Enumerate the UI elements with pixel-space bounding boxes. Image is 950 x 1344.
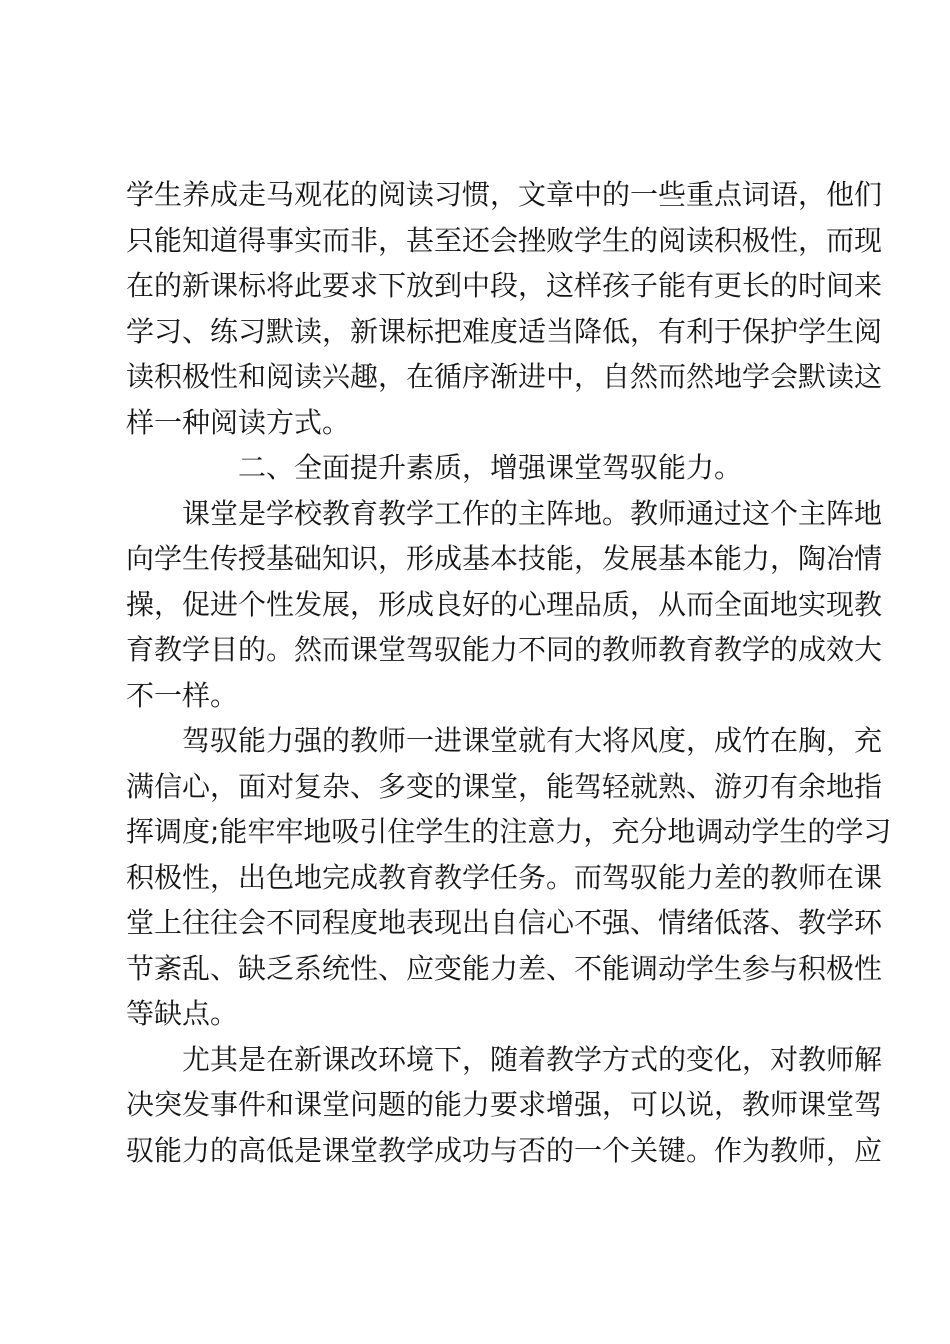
paragraph-new-curriculum [126,1037,883,1174]
body-text [126,172,892,1173]
text-line: 尤其是在新课改环境下，随着教学方式的变化，对教师解 [182,1042,883,1076]
paragraph-classroom-main-position [126,491,883,719]
section-heading-text: 二、全面提升素质，增强课堂驾驭能力。 [238,451,743,484]
text-line: 在的新课标将此要求下放到中段，这样孩子能有更长的时间来 [126,269,883,302]
paragraph-reading-habits [126,172,883,445]
text-line: 决突发事件和课堂问题的能力要求增强，可以说，教师课堂驾 [126,1088,883,1121]
text-line: 育教学目的。然而课堂驾驭能力不同的教师教育教学的成效大 [126,633,883,666]
text-line: 等缺点。 [126,997,239,1030]
text-line: 课堂是学校教育教学工作的主阵地。教师通过这个主阵地 [182,496,883,530]
text-line: 堂上往往会不同程度地表现出自信心不强、情绪低落、教学环 [126,906,883,939]
text-line: 驾驭能力强的教师一进课堂就有大将风度，成竹在胸，充 [182,724,883,757]
text-line: 不一样。 [126,678,239,712]
section-heading-two [126,445,832,491]
text-line: 学生养成走马观花的阅读习惯，文章中的一些重点词语，他们 [126,178,883,211]
paragraph-strong-teachers [126,718,892,1037]
text-line: 只能知道得事实而非，甚至还会挫败学生的阅读积极性，而现 [126,223,883,257]
text-line: 满信心，面对复杂、多变的课堂，能驾轻就熟、游刃有余地指 [126,769,883,803]
text-line: 样一种阅读方式。 [126,405,351,439]
text-line: 积极性，出色地完成教育教学任务。而驾驭能力差的教师在课 [126,860,883,894]
text-line: 学习、练习默读，新课标把难度适当降低，有利于保护学生阅 [126,314,883,348]
text-line: 读积极性和阅读兴趣，在循序渐进中，自然而然地学会默读这 [126,360,883,393]
text-line: 挥调度;能牢牢地吸引住学生的注意力，充分地调动学生的学习 [126,815,892,848]
text-line: 操，促进个性发展，形成良好的心理品质，从而全面地实现教 [126,587,883,621]
text-line: 节紊乱、缺乏系统性、应变能力差、不能调动学生参与积极性 [126,951,883,985]
text-line: 驭能力的高低是课堂教学成功与否的一个关键。作为教师，应 [126,1133,883,1167]
text-line: 向学生传授基础知识，形成基本技能，发展基本能力，陶冶情 [126,542,883,575]
